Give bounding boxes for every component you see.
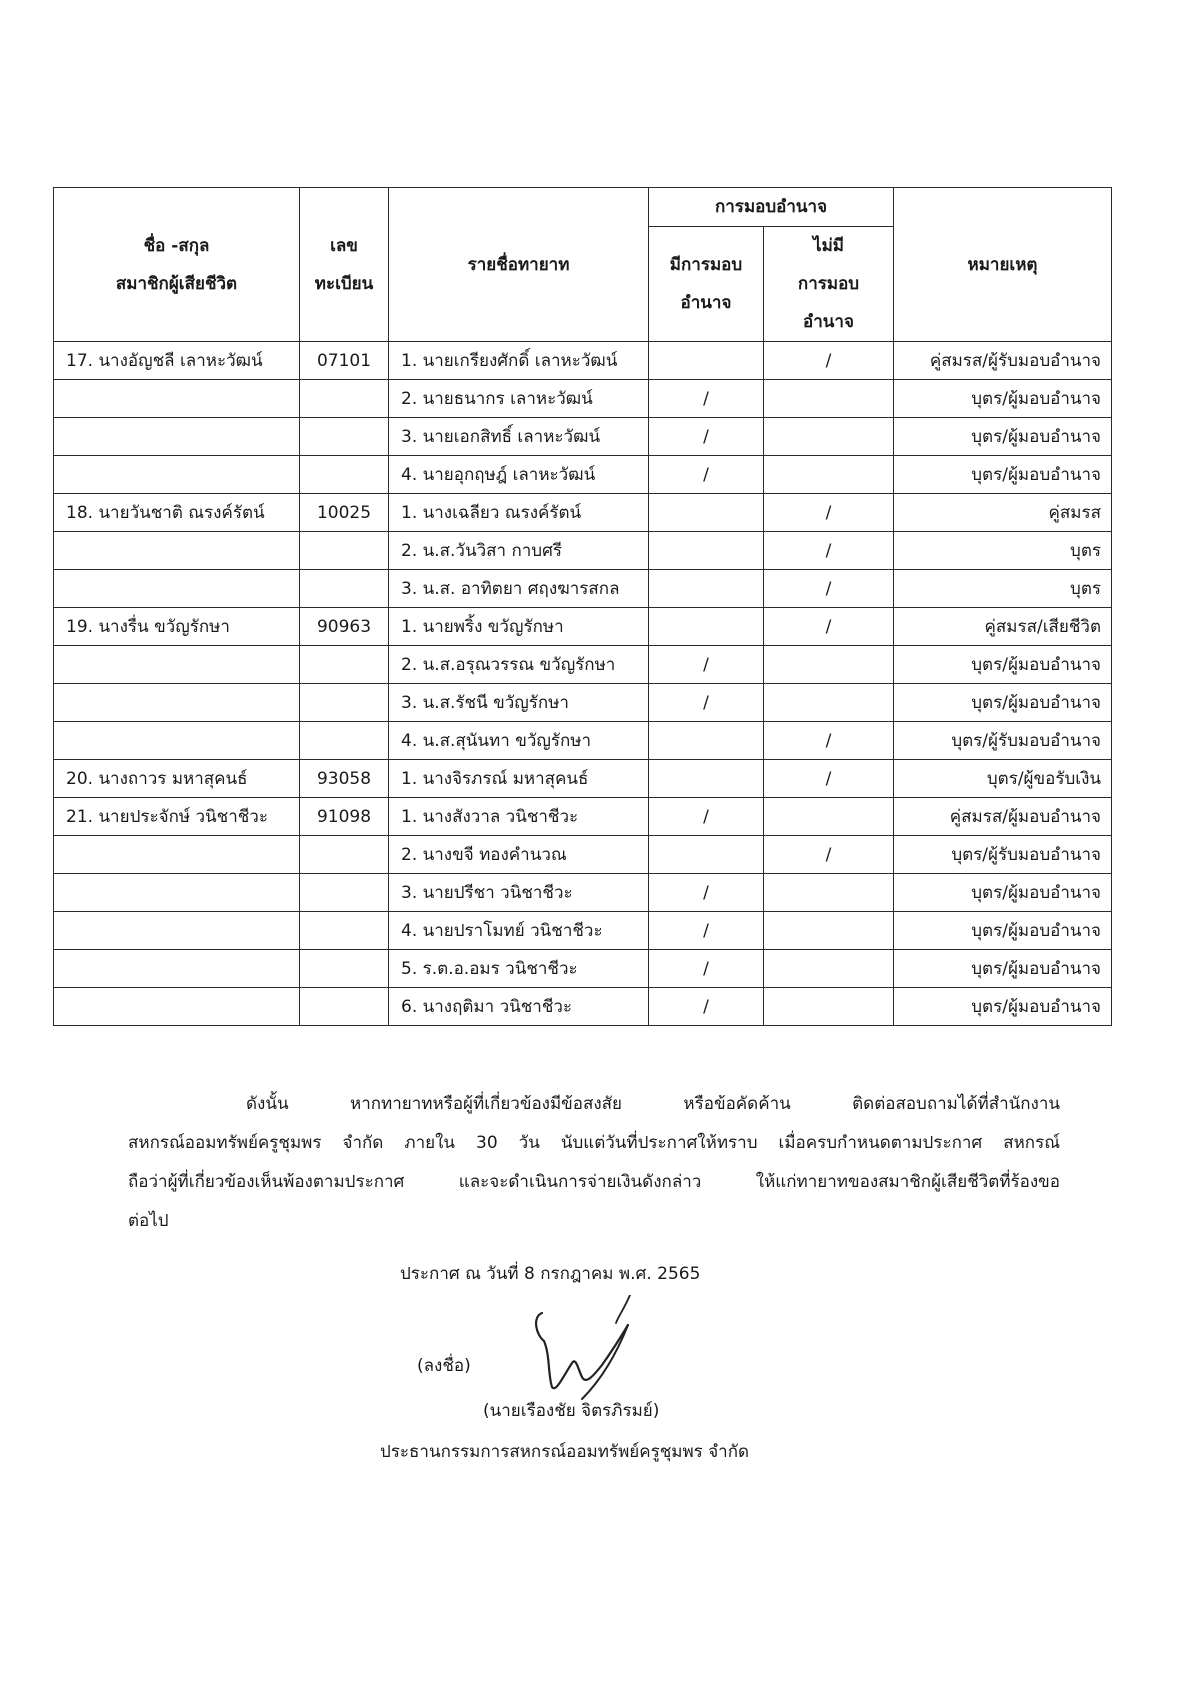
member-name-cell <box>54 912 300 950</box>
table-header <box>54 188 1112 342</box>
heir-name-cell: 1. นายเกรียงศักดิ์ เลาหะวัฒน์ <box>389 342 649 380</box>
has-authorization-mark: / <box>649 912 764 950</box>
has-authorization-mark <box>649 722 764 760</box>
registration-number-cell: 90963 <box>300 608 389 646</box>
header-no-auth: ไม่มี การมอบ อำนาจ <box>764 227 894 342</box>
no-authorization-mark: / <box>764 532 894 570</box>
registration-number-cell: 10025 <box>300 494 389 532</box>
member-name-cell: 17. นางอัญชลี เลาหะวัฒน์ <box>54 342 300 380</box>
table-row <box>54 532 1112 570</box>
member-name-cell <box>54 646 300 684</box>
heir-name-cell: 2. นางขจี ทองคำนวณ <box>389 836 649 874</box>
has-authorization-mark: / <box>649 988 764 1026</box>
remark-cell: บุตร/ผู้ขอรับเงิน <box>894 760 1112 798</box>
header-authorization: การมอบอำนาจ <box>649 188 894 227</box>
table-row <box>54 456 1112 494</box>
member-name-cell: 21. นายประจักษ์ วนิชาชีวะ <box>54 798 300 836</box>
heir-name-cell: 4. นายปราโมทย์ วนิชาชีวะ <box>389 912 649 950</box>
table-row <box>54 874 1112 912</box>
remark-cell: บุตร <box>894 532 1112 570</box>
member-name-cell <box>54 456 300 494</box>
has-authorization-mark: / <box>649 456 764 494</box>
sign-label: (ลงชื่อ) <box>417 1356 471 1376</box>
heir-name-cell: 3. น.ส. อาทิตยา ศฤงฆารสกล <box>389 570 649 608</box>
header-member: ชื่อ -สกุล สมาชิกผู้เสียชีวิต <box>54 188 300 342</box>
remark-cell: คู่สมรส/ผู้รับมอบอำนาจ <box>894 342 1112 380</box>
no-authorization-mark <box>764 684 894 722</box>
member-name-cell <box>54 722 300 760</box>
registration-number-cell <box>300 988 389 1026</box>
remark-cell: บุตร/ผู้มอบอำนาจ <box>894 988 1112 1026</box>
table-row <box>54 684 1112 722</box>
member-name-cell <box>54 988 300 1026</box>
no-authorization-mark: / <box>764 722 894 760</box>
heir-name-cell: 3. นายปรีชา วนิชาชีวะ <box>389 874 649 912</box>
table-row <box>54 380 1112 418</box>
has-authorization-mark <box>649 836 764 874</box>
table-row <box>54 798 1112 836</box>
has-authorization-mark: / <box>649 380 764 418</box>
header-remark: หมายเหตุ <box>894 188 1112 342</box>
has-authorization-mark: / <box>649 798 764 836</box>
member-name-cell: 18. นายวันชาติ ณรงค์รัตน์ <box>54 494 300 532</box>
heir-name-cell: 6. นางฤติมา วนิชาชีวะ <box>389 988 649 1026</box>
has-authorization-mark <box>649 494 764 532</box>
registration-number-cell <box>300 380 389 418</box>
remark-cell: บุตร/ผู้มอบอำนาจ <box>894 874 1112 912</box>
heir-name-cell: 4. น.ส.สุนันทา ขวัญรักษา <box>389 722 649 760</box>
no-authorization-mark: / <box>764 342 894 380</box>
remark-cell: บุตร <box>894 570 1112 608</box>
remark-cell: คู่สมรส/ผู้มอบอำนาจ <box>894 798 1112 836</box>
table-row <box>54 912 1112 950</box>
no-authorization-mark <box>764 912 894 950</box>
member-name-cell: 20. นางถาวร มหาสุคนธ์ <box>54 760 300 798</box>
has-authorization-mark <box>649 570 764 608</box>
remark-cell: คู่สมรส/เสียชีวิต <box>894 608 1112 646</box>
table-body <box>54 342 1112 1026</box>
remark-cell: บุตร/ผู้มอบอำนาจ <box>894 646 1112 684</box>
no-authorization-mark: / <box>764 760 894 798</box>
heir-name-cell: 3. น.ส.รัชนี ขวัญรักษา <box>389 684 649 722</box>
has-authorization-mark: / <box>649 684 764 722</box>
member-name-cell <box>54 380 300 418</box>
table-row <box>54 608 1112 646</box>
registration-number-cell <box>300 950 389 988</box>
remark-cell: บุตร/ผู้มอบอำนาจ <box>894 684 1112 722</box>
has-authorization-mark: / <box>649 646 764 684</box>
remark-cell: บุตร/ผู้มอบอำนาจ <box>894 950 1112 988</box>
notice-paragraph <box>128 1085 1060 1241</box>
registration-number-cell <box>300 836 389 874</box>
has-authorization-mark <box>649 608 764 646</box>
registration-number-cell <box>300 456 389 494</box>
registration-number-cell: 91098 <box>300 798 389 836</box>
has-authorization-mark <box>649 342 764 380</box>
no-authorization-mark <box>764 380 894 418</box>
announcement-date: ประกาศ ณ วันที่ 8 กรกฎาคม พ.ศ. 2565 <box>400 1264 701 1284</box>
table-row <box>54 950 1112 988</box>
no-authorization-mark <box>764 988 894 1026</box>
no-authorization-mark: / <box>764 570 894 608</box>
table-row <box>54 722 1112 760</box>
member-name-cell <box>54 950 300 988</box>
registration-number-cell: 93058 <box>300 760 389 798</box>
paragraph-line: ถือว่าผู้ที่เกี่ยวข้องเห็นพ้องตามประกาศ และจะดำเนินการจ่ายเงินดังกล่าว ให้แก่ทายาทของสมาชิกผู้เสียชีวิตที่ร้องขอ <box>128 1172 1060 1192</box>
handwritten-signature <box>520 1295 670 1405</box>
remark-cell: บุตร/ผู้รับมอบอำนาจ <box>894 836 1112 874</box>
registration-number-cell <box>300 646 389 684</box>
registration-number-cell <box>300 874 389 912</box>
no-authorization-mark <box>764 950 894 988</box>
has-authorization-mark <box>649 760 764 798</box>
member-name-cell <box>54 684 300 722</box>
header-heirs: รายชื่อทายาท <box>389 188 649 342</box>
table-row <box>54 836 1112 874</box>
registration-number-cell <box>300 418 389 456</box>
member-name-cell <box>54 836 300 874</box>
heir-name-cell: 1. นางจิรภรณ์ มหาสุคนธ์ <box>389 760 649 798</box>
heir-name-cell: 5. ร.ต.อ.อมร วนิชาชีวะ <box>389 950 649 988</box>
heir-name-cell: 1. นายพริ้ง ขวัญรักษา <box>389 608 649 646</box>
no-authorization-mark <box>764 798 894 836</box>
registration-number-cell <box>300 722 389 760</box>
registration-number-cell <box>300 912 389 950</box>
table-row <box>54 342 1112 380</box>
member-name-cell <box>54 532 300 570</box>
registration-number-cell <box>300 570 389 608</box>
registration-number-cell <box>300 684 389 722</box>
paragraph-line: ต่อไป <box>128 1211 169 1231</box>
heir-name-cell: 3. นายเอกสิทธิ์ เลาหะวัฒน์ <box>389 418 649 456</box>
header-reg-no: เลข ทะเบียน <box>300 188 389 342</box>
remark-cell: คู่สมรส <box>894 494 1112 532</box>
has-authorization-mark: / <box>649 874 764 912</box>
no-authorization-mark: / <box>764 608 894 646</box>
remark-cell: บุตร/ผู้มอบอำนาจ <box>894 418 1112 456</box>
table-row <box>54 494 1112 532</box>
header-has-auth: มีการมอบ อำนาจ <box>649 227 764 342</box>
remark-cell: บุตร/ผู้มอบอำนาจ <box>894 380 1112 418</box>
table-row <box>54 418 1112 456</box>
remark-cell: บุตร/ผู้รับมอบอำนาจ <box>894 722 1112 760</box>
heirs-table <box>53 187 1112 1026</box>
no-authorization-mark <box>764 418 894 456</box>
table-row <box>54 570 1112 608</box>
paragraph-line: ดังนั้น หากทายาทหรือผู้ที่เกี่ยวข้องมีข้อสงสัย หรือข้อคัดค้าน ติดต่อสอบถามได้ที่สำนักงาน <box>246 1094 1060 1114</box>
has-authorization-mark: / <box>649 418 764 456</box>
member-name-cell <box>54 418 300 456</box>
heir-name-cell: 4. นายอุกฤษฎ์ เลาหะวัฒน์ <box>389 456 649 494</box>
heir-name-cell: 1. นางเฉลียว ณรงค์รัตน์ <box>389 494 649 532</box>
remark-cell: บุตร/ผู้มอบอำนาจ <box>894 456 1112 494</box>
table-row <box>54 988 1112 1026</box>
member-name-cell <box>54 570 300 608</box>
table-row <box>54 760 1112 798</box>
no-authorization-mark: / <box>764 836 894 874</box>
heir-name-cell: 1. นางสังวาล วนิชาชีวะ <box>389 798 649 836</box>
has-authorization-mark <box>649 532 764 570</box>
registration-number-cell <box>300 532 389 570</box>
signer-title: ประธานกรรมการสหกรณ์ออมทรัพย์ครูชุมพร จำกัด <box>380 1442 750 1462</box>
has-authorization-mark: / <box>649 950 764 988</box>
table-row <box>54 646 1112 684</box>
no-authorization-mark <box>764 456 894 494</box>
registration-number-cell: 07101 <box>300 342 389 380</box>
remark-cell: บุตร/ผู้มอบอำนาจ <box>894 912 1112 950</box>
no-authorization-mark <box>764 646 894 684</box>
no-authorization-mark: / <box>764 494 894 532</box>
member-name-cell <box>54 874 300 912</box>
heir-name-cell: 2. นายธนากร เลาหะวัฒน์ <box>389 380 649 418</box>
heir-name-cell: 2. น.ส.วันวิสา กาบศรี <box>389 532 649 570</box>
no-authorization-mark <box>764 874 894 912</box>
signer-name: (นายเรืองชัย จิตรภิรมย์) <box>483 1401 660 1421</box>
paragraph-line: สหกรณ์ออมทรัพย์ครูชุมพร จำกัด ภายใน 30 วัน นับแต่วันที่ประกาศให้ทราบ เมื่อครบกำหนดตามประกาศ สหกรณ์ <box>128 1133 1060 1153</box>
heir-name-cell: 2. น.ส.อรุณวรรณ ขวัญรักษา <box>389 646 649 684</box>
member-name-cell: 19. นางรื่น ขวัญรักษา <box>54 608 300 646</box>
